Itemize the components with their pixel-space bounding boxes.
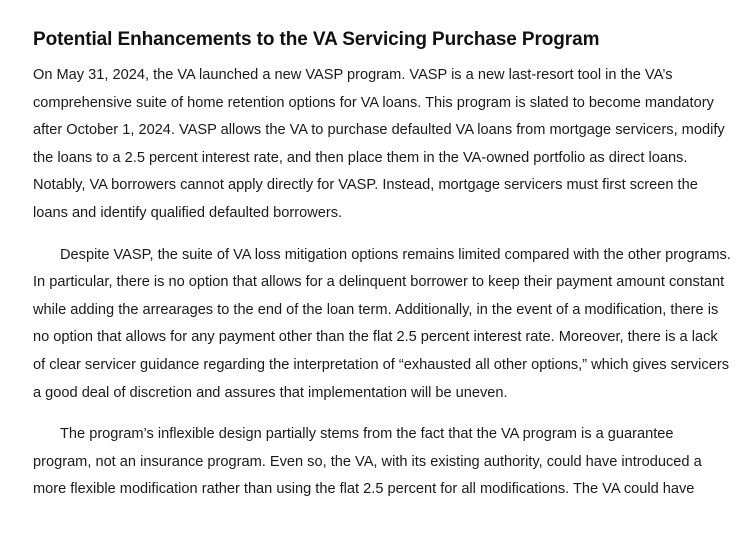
section-heading: Potential Enhancements to the VA Servicing Purchase Program [33, 29, 600, 50]
paragraph-3: The program’s inflexible design partially stems from the fact that the VA program is a guarantee program, not an insurance program. Even so, the VA, with its existing authority, could have introduced a more flexible modification rather than using the flat 2.5 percent for all modifications. The VA could have [33, 426, 702, 498]
paragraph-1: On May 31, 2024, the VA launched a new VASP program. VASP is a new last-resort tool in the VA’s comprehensive suite of home retention options for VA loans. This program is slated to become mandatory after October 1, 2024. VASP allows the VA to purchase defaulted VA loans from mortgage servicers, modify the loans to a 2.5 percent interest rate, and then place them in the VA-owned portfolio as direct loans. Notably, VA borrowers cannot apply directly for VASP. Instead, mortgage servicers must first screen the loans and identify qualified defaulted borrowers. [33, 67, 725, 221]
document-page [33, 28, 733, 518]
paragraph-2: Despite VASP, the suite of VA loss mitigation options remains limited compared with the other programs. In particular, there is no option that allows for a delinquent borrower to keep their payment amount constant while adding the arrearages to the end of the loan term. Additionally, in the event of a modification, there is no option that allows for any payment other than the flat 2.5 percent interest rate. Moreover, there is a lack of clear servicer guidance regarding the interpretation of “exhausted all other options,” which gives servicers a good deal of discretion and assures that implementation will be uneven. [33, 246, 731, 401]
